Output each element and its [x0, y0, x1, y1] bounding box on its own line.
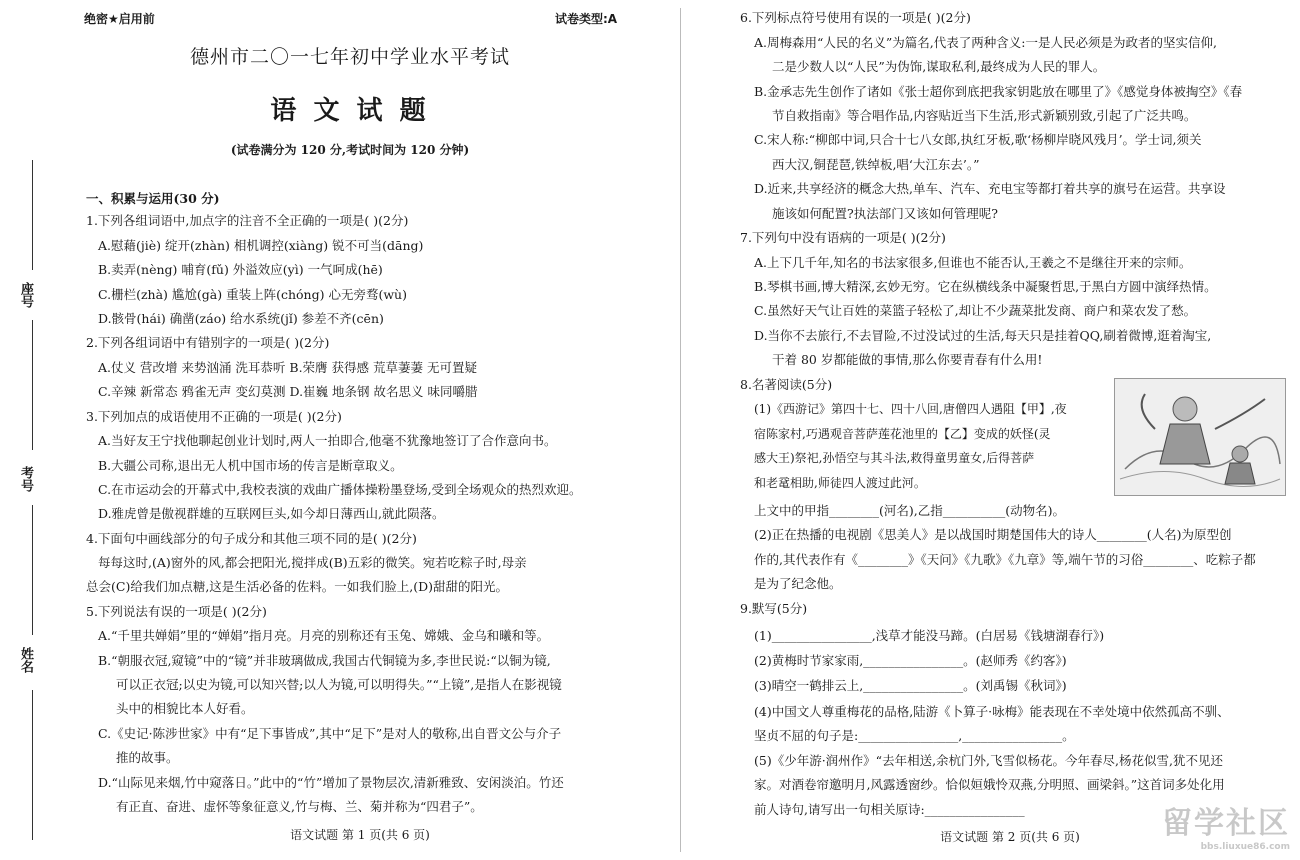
question-6-stem: 6.下列标点符号使用有误的一项是( )(2分)	[740, 10, 971, 25]
question-7-option-c: C.虽然好天气让百姓的菜篮子轻松了,却让不少蔬菜批发商、商户和菜农发了愁。	[754, 303, 1197, 318]
question-7-stem: 7.下列句中没有语病的一项是( )(2分)	[740, 230, 946, 245]
margin-line	[32, 160, 33, 270]
page-divider	[680, 8, 681, 852]
question-6-option-b: B.金承志先生创作了诸如《张士超你到底把我家钥匙放在哪里了》《感觉身体被掏空》《春	[754, 84, 1243, 99]
page-footer: 语文试题 第 1 页(共 6 页)	[290, 828, 430, 842]
question-4-passage: 总会(C)给我们加点糖,这是生活必备的佐料。一如我们脸上,(D)甜甜的阳光。	[86, 579, 509, 594]
question-6-option-a: A.周梅森用“人民的名义”为篇名,代表了两种含义:一是人民必须是为政者的坚实信仰,	[754, 35, 1217, 50]
question-8-blank-line: 上文中的甲指________(河名),乙指__________(动物名)。	[754, 503, 1065, 518]
question-9-item-4: (4)中国文人尊重梅花的品格,陆游《卜算子·咏梅》能表现在不幸处境中依然孤高不驯、	[754, 704, 1230, 719]
watermark	[1162, 798, 1290, 852]
question-2-options-ab: A.仗义 营改增 来势汹涌 洗耳恭听 B.荣膺 获得感 荒草萋萋 无可置疑	[98, 360, 477, 375]
secret-label: 绝密★启用前	[84, 12, 155, 26]
question-8-part-2: 作的,其代表作有《________》《天问》《九歌》《九章》等,端午节的习俗________、吃粽子都	[754, 552, 1256, 567]
margin-line	[32, 690, 33, 840]
question-7-option-b: B.琴棋书画,博大精深,玄妙无穷。它在纵横线条中凝聚哲思,于黑白方圆中演绎热情。	[754, 279, 1217, 294]
margin-line	[32, 505, 33, 635]
question-3-option-b: B.大疆公司称,退出无人机中国市场的传言是断章取义。	[98, 458, 403, 473]
question-3-option-a: A.当好友王宁找他聊起创业计划时,两人一拍即合,他毫不犹豫地签订了合作意向书。	[98, 433, 557, 448]
question-1-option-c: C.栅栏(zhà) 尴尬(gà) 重装上阵(chóng) 心无旁骛(wù)	[98, 287, 407, 302]
question-5-option-b: 可以正衣冠;以史为镜,可以知兴替;以人为镜,可以明得失。”“上镜”,是指人在影视镜	[116, 677, 562, 692]
question-9-stem: 9.默写(5分)	[740, 601, 808, 616]
question-9-item-5: 家。对酒卷帘邀明月,风露透窗纱。恰似姮娥怜双燕,分明照、画梁斜。”这首词多处化用	[754, 777, 1225, 792]
question-8-part-2: 是为了纪念他。	[754, 576, 842, 591]
page-footer: 语文试题 第 2 页(共 6 页)	[940, 830, 1080, 844]
question-4-passage: 每每这时,(A)窗外的风,都会把阳光,搅拌成(B)五彩的微笑。宛若吃粽子时,母亲	[98, 555, 527, 570]
question-6-option-c: C.宋人称:“柳郎中词,只合十七八女郎,执红牙板,歌‘杨柳岸晓风残月’。学士词,须关	[754, 132, 1202, 147]
question-7-option-d: D.当你不去旅行,不去冒险,不过没试过的生活,每天只是挂着QQ,刷着微博,逛着淘宝,	[754, 328, 1212, 343]
question-9-item-3: (3)晴空一鹤排云上,________________。(刘禹锡《秋词》)	[754, 678, 1067, 693]
question-9-item-5: 前人诗句,请写出一句相关原诗:________________	[754, 802, 1025, 817]
question-4-stem: 4.下面句中画线部分的句子成分和其他三项不同的是( )(2分)	[86, 531, 417, 546]
illustration-drawing	[1115, 379, 1285, 495]
question-5-option-c: 推的故事。	[116, 750, 179, 765]
question-5-option-b: 头中的相貌比本人好看。	[116, 701, 254, 716]
book-illustration	[1114, 378, 1286, 496]
watermark-text: 留学社区	[1162, 806, 1290, 841]
question-6-option-d: D.近来,共享经济的概念大热,单车、汽车、充电宝等都打着共享的旗号在运营。共享设	[754, 181, 1226, 196]
question-9-item-4: 坚贞不屈的句子是:________________,________________。	[754, 728, 1075, 743]
question-1-option-b: B.卖弄(nèng) 哺育(fǔ) 外溢效应(yì) 一气呵成(hē)	[98, 262, 383, 277]
question-8-passage: (1)《西游记》第四十七、四十八回,唐僧四人遇阻【甲】,夜	[754, 402, 1067, 416]
question-8-passage: 宿陈家村,巧遇观音菩萨莲花池里的【乙】变成的妖怪(灵	[754, 427, 1051, 441]
question-7-option-a: A.上下几千年,知名的书法家很多,但谁也不能否认,王羲之不是继往开来的宗师。	[754, 255, 1192, 270]
question-9-item-2: (2)黄梅时节家家雨,________________。(赵师秀《约客》)	[754, 653, 1067, 668]
score-note: (试卷满分为 120 分,考试时间为 120 分钟)	[230, 143, 470, 157]
question-8-stem: 8.名著阅读(5分)	[740, 377, 833, 392]
question-9-item-5: (5)《少年游·润州作》“去年相送,余杭门外,飞雪似杨花。今年春尽,杨花似雪,犹不见还	[754, 753, 1223, 768]
question-6-option-d: 施该如何配置?执法部门又该如何管理呢?	[772, 206, 998, 221]
question-8-passage: 和老鼋相助,师徒四人渡过此河。	[754, 476, 926, 490]
question-1-option-d: D.骸骨(hái) 确凿(záo) 给水系统(jǐ) 参差不齐(cēn)	[98, 311, 384, 326]
question-5-stem: 5.下列说法有误的一项是( )(2分)	[86, 604, 267, 619]
question-5-option-b: B.“朝服衣冠,窥镜”中的“镜”并非玻璃做成,我国古代铜镜为多,李世民说:“以铜为镜,	[98, 653, 551, 668]
question-3-option-d: D.雅虎曾是傲视群雄的互联网巨头,如今却日薄西山,就此陨落。	[98, 506, 445, 521]
question-5-option-c: C.《史记·陈涉世家》中有“足下事皆成”,其中“足下”是对人的敬称,出自晋文公与介子	[98, 726, 562, 741]
question-1-stem: 1.下列各组词语中,加点字的注音不全正确的一项是( )(2分)	[86, 213, 409, 228]
section-heading: 一、积累与运用(30 分)	[86, 191, 220, 206]
exam-title: 德州市二〇一七年初中学业水平考试	[189, 46, 510, 68]
question-6-option-c: 西大汉,铜琵琶,铁绰板,唱‘大江东去’。”	[772, 157, 980, 172]
paper-type-label: 试卷类型:A	[555, 12, 618, 26]
question-8-passage: 感大王)祭祀,孙悟空与其斗法,救得童男童女,后得菩萨	[754, 451, 1035, 465]
margin-line	[32, 320, 33, 450]
question-3-stem: 3.下列加点的成语使用不正确的一项是( )(2分)	[86, 409, 342, 424]
question-9-item-1: (1)________________,浅草才能没马蹄。(白居易《钱塘湖春行》)	[754, 628, 1105, 643]
question-2-stem: 2.下列各组词语中有错别字的一项是( )(2分)	[86, 335, 330, 350]
name-label: 姓名	[18, 647, 33, 673]
question-8-part-2: (2)正在热播的电视剧《思美人》是以战国时期楚国伟大的诗人________(人名)为原型创	[754, 527, 1232, 542]
seat-number-label: 座号	[18, 282, 33, 308]
question-3-option-c: C.在市运动会的开幕式中,我校表演的戏曲广播体操粉墨登场,受到全场观众的热烈欢迎。	[98, 482, 582, 497]
question-6-option-a: 二是少数人以“人民”为伪饰,谋取私利,最终成为人民的罪人。	[772, 59, 1106, 74]
question-5-option-d: D.“山际见来烟,竹中窥落日。”此中的“竹”增加了景物层次,清新雅致、安闲淡泊。竹还	[98, 775, 564, 790]
question-5-option-a: A.“千里共婵娟”里的“婵娟”指月亮。月亮的别称还有玉兔、嫦娥、金乌和曦和等。	[98, 628, 550, 643]
question-6-option-b: 节自救指南》等合唱作品,内容贴近当下生活,形式新颖别致,引起了广泛共鸣。	[772, 108, 1197, 123]
question-5-option-d: 有正直、奋进、虚怀等象征意义,竹与梅、兰、菊并称为“四君子”。	[116, 799, 483, 814]
exam-number-label: 考号	[18, 466, 33, 492]
question-2-options-cd: C.辛辣 新常态 鸦雀无声 变幻莫测 D.崔巍 地条钢 故名思义 味同嚼腊	[98, 384, 478, 399]
subject-title: 语 文 试 题	[270, 96, 430, 126]
watermark-url: bbs.liuxue86.com	[1200, 842, 1290, 852]
question-7-option-d: 干着 80 岁都能做的事情,那么你要青春有什么用!	[772, 352, 1043, 367]
question-1-option-a: A.慰藉(jiè) 绽开(zhàn) 相机调控(xiàng) 锐不可当(dāng)	[98, 238, 424, 253]
